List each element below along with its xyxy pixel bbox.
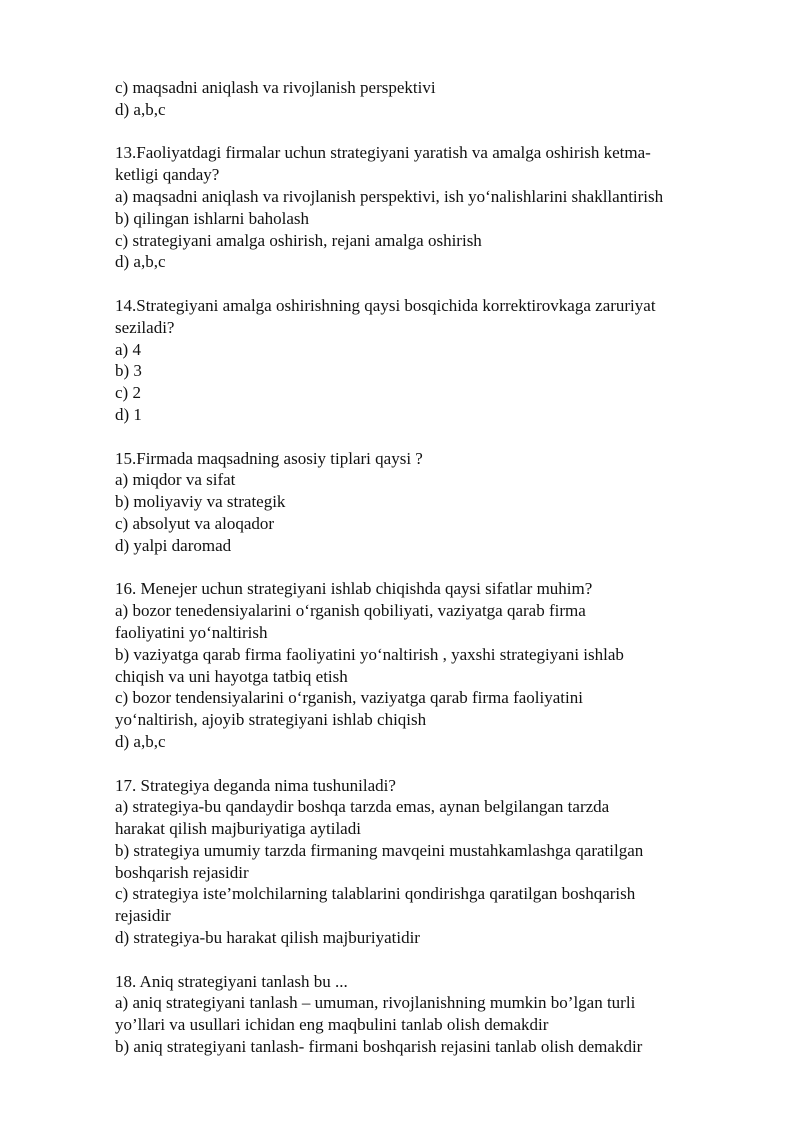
text-line: d) a,b,c: [115, 99, 166, 119]
question-16: [115, 578, 755, 752]
answer-option: a) bozor tenedensiyalarini o‘rganish qobiliyati, vaziyatga qarab firma: [115, 601, 586, 621]
answer-option: a) aniq strategiyani tanlash – umuman, rivojlanishning mumkin bo’lgan turli: [115, 993, 636, 1013]
answer-option: a) miqdor va sifat: [115, 470, 236, 490]
answer-option: b) moliyaviy va strategik: [115, 492, 286, 512]
answer-option: d) a,b,c: [115, 731, 166, 751]
answer-option: a) maqsadni aniqlash va rivojlanish perspektivi, ish yo‘nalishlarini shakllantirish: [115, 186, 664, 206]
question-14: [115, 295, 755, 426]
paragraph-gap: [115, 753, 755, 775]
paragraph-gap: [115, 557, 755, 579]
question-text: 15.Firmada maqsadning asosiy tiplari qaysi ?: [115, 448, 423, 468]
answer-option: b) qilingan ishlarni baholash: [115, 208, 310, 228]
answer-option: yo’llari va usullari ichidan eng maqbulini tanlab olish demakdir: [115, 1015, 549, 1035]
text-line: c) maqsadni aniqlash va rivojlanish perspektivi: [115, 78, 436, 97]
answer-option: c) 2: [115, 383, 141, 403]
answer-option: a) strategiya-bu qandaydir boshqa tarzda emas, aynan belgilangan tarzda: [115, 797, 610, 817]
answer-option: c) bozor tendensiyalarini o‘rganish, vaziyatga qarab firma faoliyatini: [115, 688, 583, 708]
question-17: [115, 775, 755, 949]
answer-option: d) a,b,c: [115, 252, 166, 272]
paragraph-gap: [115, 949, 755, 971]
answer-option: d) yalpi daromad: [115, 535, 232, 555]
question-text: 14.Strategiyani amalga oshirishning qaysi bosqichida korrektirovkaga zaruriyat: [115, 295, 656, 315]
answer-option: yo‘naltirish, ajoyib strategiyani ishlab chiqish: [115, 710, 427, 730]
answer-option: d) strategiya-bu harakat qilish majburiyatidir: [115, 928, 420, 948]
answer-option: c) strategiyani amalga oshirish, rejani amalga oshirish: [115, 230, 482, 250]
question-text: ketligi qanday?: [115, 165, 220, 185]
document-body: [115, 77, 755, 1058]
question-text: 18. Aniq strategiyani tanlash bu ...: [115, 971, 348, 991]
question-13: [115, 142, 755, 273]
answer-option: b) vaziyatga qarab firma faoliyatini yo‘naltirish , yaxshi strategiyani ishlab: [115, 644, 624, 664]
question-18: [115, 971, 755, 1058]
answer-option: b) aniq strategiyani tanlash- firmani boshqarish rejasini tanlab olish demakdir: [115, 1037, 643, 1057]
answer-option: c) strategiya iste’molchilarning talablarini qondirishga qaratilgan boshqarish: [115, 884, 636, 904]
answer-option: chiqish va uni hayotga tatbiq etish: [115, 666, 348, 686]
answer-option: harakat qilish majburiyatiga aytiladi: [115, 819, 361, 839]
answer-option: faoliyatini yo‘naltirish: [115, 622, 268, 642]
paragraph-gap: [115, 273, 755, 295]
paragraph-gap: [115, 426, 755, 448]
answer-option: c) absolyut va aloqador: [115, 513, 275, 533]
question-text: 16. Menejer uchun strategiyani ishlab chiqishda qaysi sifatlar muhim?: [115, 579, 593, 599]
paragraph-gap: [115, 121, 755, 143]
answer-option: rejasidir: [115, 906, 171, 926]
question-15: [115, 448, 755, 557]
answer-option: b) 3: [115, 361, 142, 381]
answer-option: d) 1: [115, 404, 142, 424]
answer-option: a) 4: [115, 339, 141, 359]
answer-option: boshqarish rejasidir: [115, 862, 249, 882]
question-text: seziladi?: [115, 317, 175, 337]
question-text: 17. Strategiya deganda nima tushuniladi?: [115, 775, 396, 795]
answer-option: b) strategiya umumiy tarzda firmaning mavqeini mustahkamlashga qaratilgan: [115, 840, 644, 860]
question-text: 13.Faoliyatdagi firmalar uchun strategiyani yaratish va amalga oshirish ketma-: [115, 143, 651, 163]
